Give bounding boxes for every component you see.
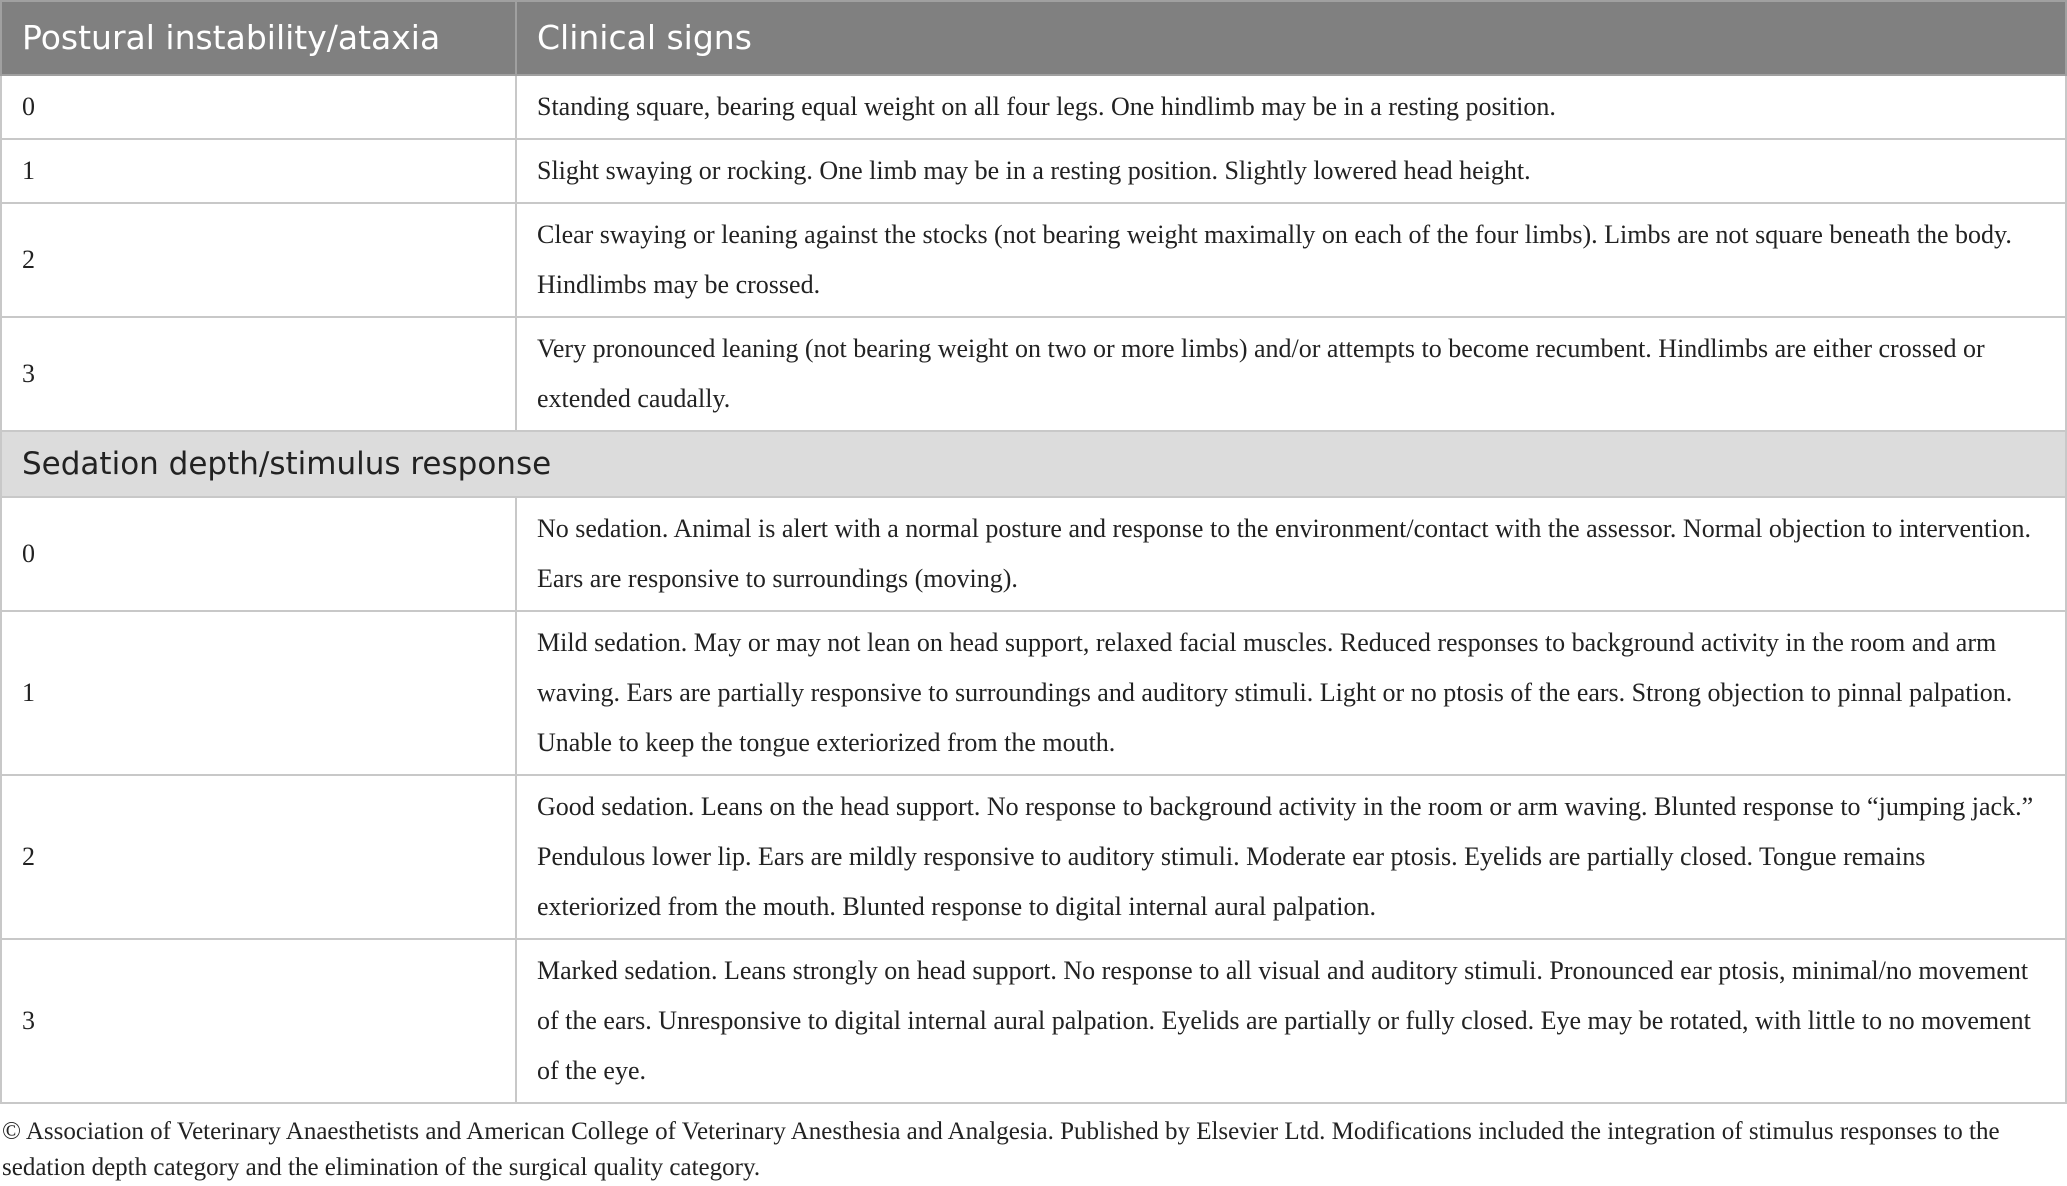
score-cell: 3 [1, 317, 516, 431]
table-row [1, 317, 2066, 431]
score-cell: 3 [1, 939, 516, 1103]
copyright-footnote: © Association of Veterinary Anaesthetists and American College of Veterinary Anesthesia and Analgesia. Published by Elsevier Ltd. Modifications included the integration of stimulus responses to the sedation depth category and the elimination of the surgical quality category. [2, 1118, 2000, 1181]
score-cell: 2 [1, 203, 516, 317]
table-row [1, 939, 2066, 1103]
signs-cell: Good sedation. Leans on the head support. No response to background activity in the room or arm waving. Blunted response to “jumping jack.” Pendulous lower lip. Ears are mildly responsive to auditory stimuli. Moderate ear ptosis. Eyelids are partially closed. Tongue remains exteriorized from the mouth. Blunted response to digital internal aural palpation. [516, 775, 2066, 939]
signs-cell: Slight swaying or rocking. One limb may be in a resting position. Slightly lowered head height. [516, 139, 2066, 203]
table-row [1, 611, 2066, 775]
table-row [1, 75, 2066, 139]
header-postural: Postural instability/ataxia [1, 1, 516, 75]
score-cell: 2 [1, 775, 516, 939]
table-row [1, 139, 2066, 203]
signs-cell: Marked sedation. Leans strongly on head support. No response to all visual and auditory stimuli. Pronounced ear ptosis, minimal/no movement of the ears. Unresponsive to digital internal aural palpation. Eyelids are partially or fully closed. Eye may be rotated, with little to no movement of the eye. [516, 939, 2066, 1103]
score-cell: 0 [1, 75, 516, 139]
score-cell: 1 [1, 611, 516, 775]
signs-cell: Mild sedation. May or may not lean on head support, relaxed facial muscles. Reduced responses to background activity in the room and arm waving. Ears are partially responsive to surroundings and auditory stimuli. Light or no ptosis of the ears. Strong objection to pinnal palpation. Unable to keep the tongue exteriorized from the mouth. [516, 611, 2066, 775]
signs-cell: Standing square, bearing equal weight on all four legs. One hindlimb may be in a resting position. [516, 75, 2066, 139]
table-header-row [1, 1, 2066, 75]
signs-cell: Clear swaying or leaning against the stocks (not bearing weight maximally on each of the four limbs). Limbs are not square beneath the body. Hindlimbs may be crossed. [516, 203, 2066, 317]
signs-cell: Very pronounced leaning (not bearing weight on two or more limbs) and/or attempts to become recumbent. Hindlimbs are either crossed or extended caudally. [516, 317, 2066, 431]
score-cell: 0 [1, 497, 516, 611]
table-row [1, 497, 2066, 611]
table-row [1, 775, 2066, 939]
signs-cell: No sedation. Animal is alert with a normal posture and response to the environment/contact with the assessor. Normal objection to intervention. Ears are responsive to surroundings (moving). [516, 497, 2066, 611]
section-title-sedation: Sedation depth/stimulus response [1, 431, 2066, 497]
section-header-row [1, 431, 2066, 497]
table-row [1, 203, 2066, 317]
header-clinical-signs: Clinical signs [516, 1, 2066, 75]
score-cell: 1 [1, 139, 516, 203]
